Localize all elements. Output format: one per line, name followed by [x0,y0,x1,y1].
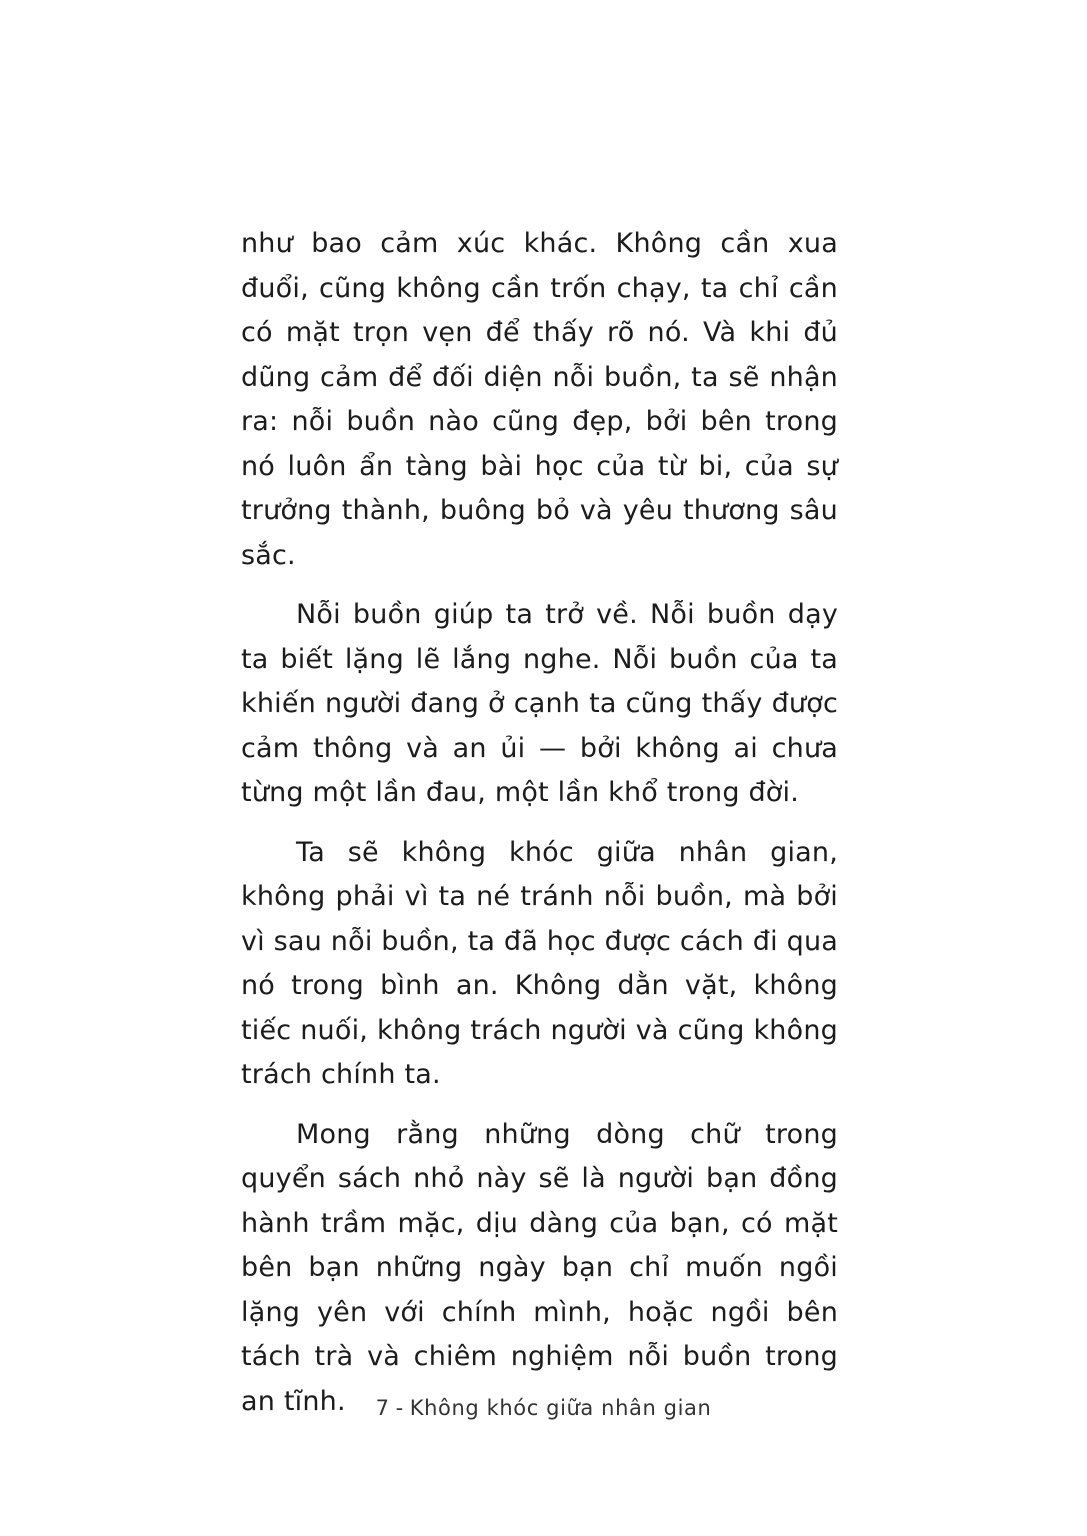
paragraph-2: Nỗi buồn giúp ta trở về. Nỗi buồn dạy ta biết lặng lẽ lắng nghe. Nỗi buồn của ta khiến người đang ở cạnh ta cũng thấy được cảm thông và an ủi — bởi không ai chưa từng một lần đau, một lần khổ trong đời. [241,599,838,808]
body-text [241,222,838,1439]
running-title: Không khóc giữa nhân gian [409,1396,712,1420]
paragraph-1: như bao cảm xúc khác. Không cần xua đuổi, cũng không cần trốn chạy, ta chỉ cần có mặt trọn vẹn để thấy rõ nó. Và khi đủ dũng cảm để đối diện nỗi buồn, ta sẽ nhận ra: nỗi buồn nào cũng đẹp, bởi bên trong nó luôn ẩn tàng bài học của từ bi, của sự trưởng thành, buông bỏ và yêu thương sâu sắc. [241,228,838,571]
paragraph-3: Ta sẽ không khóc giữa nhân gian, không phải vì ta né tránh nỗi buồn, mà bởi vì sau nỗi buồn, ta đã học được cách đi qua nó trong bình an. Không dằn vặt, không tiếc nuối, không trách người và cũng không trách chính ta. [241,836,838,1090]
page-footer [0,1396,1087,1420]
footer-separator: - [395,1396,404,1420]
paragraph-4: Mong rằng những dòng chữ trong quyển sách nhỏ này sẽ là người bạn đồng hành trầm mặc, dịu dàng của bạn, có mặt bên bạn những ngày bạn chỉ muốn ngồi lặng yên với chính mình, hoặc ngồi bên tách trà và chiêm nghiệm nỗi buồn trong an tĩnh. [241,1118,838,1417]
page-number: 7 [375,1396,390,1420]
